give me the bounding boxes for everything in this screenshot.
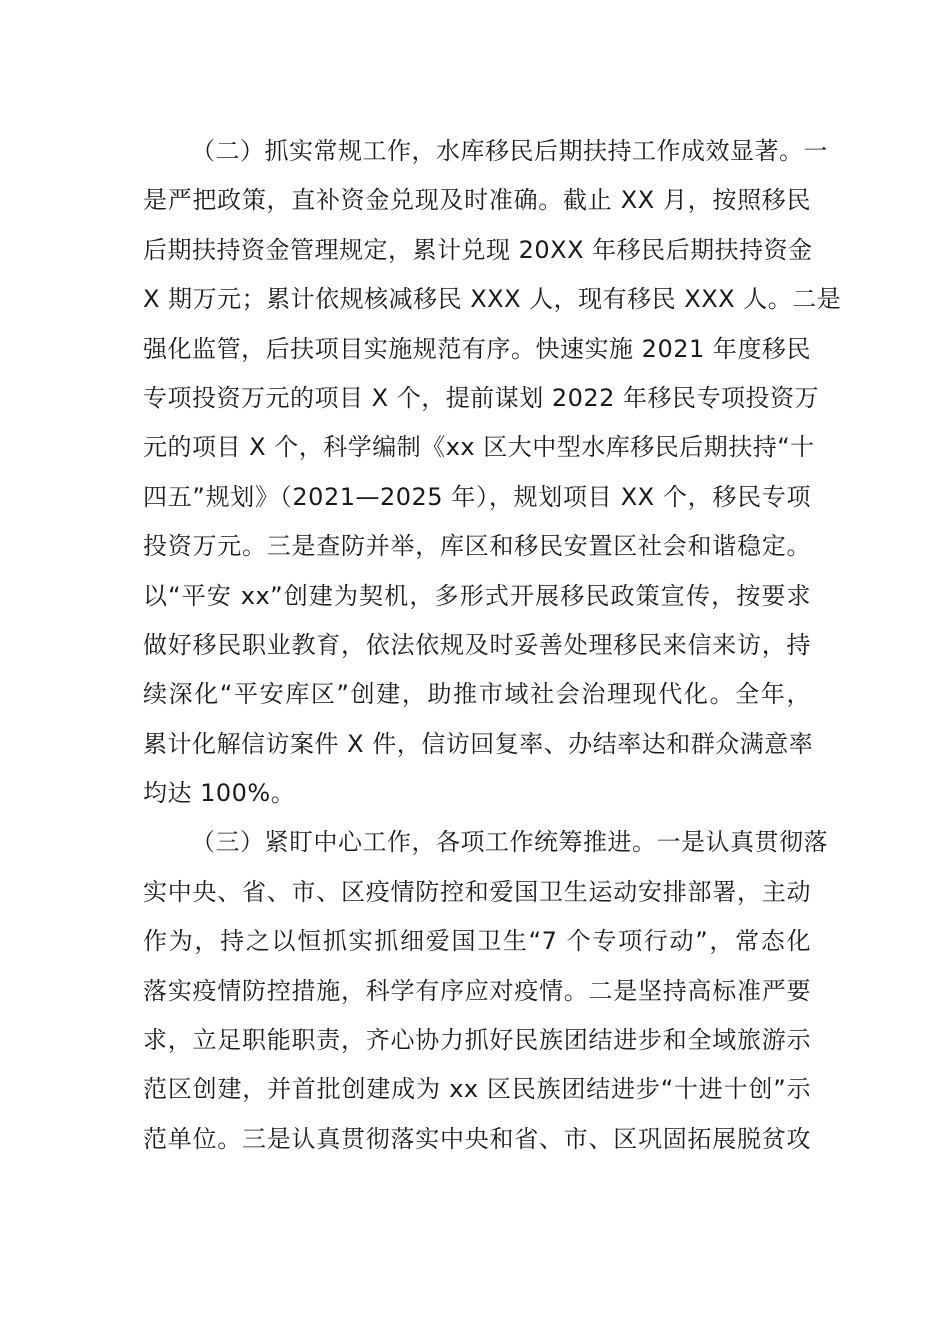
text-line: 累计化解信访案件 X 件，信访回复率、办结率达和群众满意率 bbox=[143, 729, 814, 758]
text-line: 以“平安 xx”创建为契机，多形式开展移民政策宣传，按要求 bbox=[143, 581, 811, 610]
text-line: 是严把政策，直补资金兑现及时准确。截止 XX 月，按照移民 bbox=[143, 186, 811, 215]
text-line: 投资万元。三是查防并举，库区和移民安置区社会和谐稳定。 bbox=[143, 532, 811, 561]
text-line: 续深化“平安库区”创建，助推市域社会治理现代化。全年， bbox=[143, 680, 811, 709]
text-line: 均达 100%。 bbox=[143, 779, 296, 808]
text-line: 范区创建，并首批创建成为 xx 区民族团结进步“十进十创”示 bbox=[143, 1075, 811, 1104]
text-line: 落实疫情防控措施，科学有序应对疫情。二是坚持高标准严要 bbox=[143, 976, 811, 1005]
text-line: 实中央、省、市、区疫情防控和爱国卫生运动安排部署，主动 bbox=[143, 877, 811, 906]
document-body bbox=[143, 127, 842, 1164]
text-line: 求，立足职能职责，齐心协力抓好民族团结进步和全域旅游示 bbox=[143, 1026, 811, 1055]
text-line: 作为，持之以恒抓实抓细爱国卫生“7 个专项行动”，常态化 bbox=[143, 927, 811, 956]
text-line: （三）紧盯中心工作，各项工作统筹推进。一是认真贯彻落 bbox=[191, 828, 828, 857]
paragraph-2 bbox=[143, 127, 842, 818]
text-line: 强化监管，后扶项目实施规范有序。快速实施 2021 年度移民 bbox=[143, 334, 811, 363]
text-line: X 期万元；累计依规核减移民 XXX 人，现有移民 XXX 人。二是 bbox=[143, 285, 842, 314]
text-line: 专项投资万元的项目 X 个，提前谋划 2022 年移民专项投资万 bbox=[143, 383, 820, 412]
text-line: 范单位。三是认真贯彻落实中央和省、市、区巩固拓展脱贫攻 bbox=[143, 1124, 811, 1153]
text-line: 做好移民职业教育，依法依规及时妥善处理移民来信来访，持 bbox=[143, 630, 811, 659]
text-line: 四五”规划》（2021—2025 年），规划项目 XX 个，移民专项 bbox=[143, 482, 811, 511]
text-line: 元的项目 X 个，科学编制《xx 区大中型水库移民后期扶持“十 bbox=[143, 433, 815, 462]
text-line: 后期扶持资金管理规定，累计兑现 20XX 年移民后期扶持资金 bbox=[143, 235, 813, 264]
paragraph-3 bbox=[143, 818, 828, 1164]
text-line: （二）抓实常规工作，水库移民后期扶持工作成效显著。一 bbox=[191, 137, 828, 165]
